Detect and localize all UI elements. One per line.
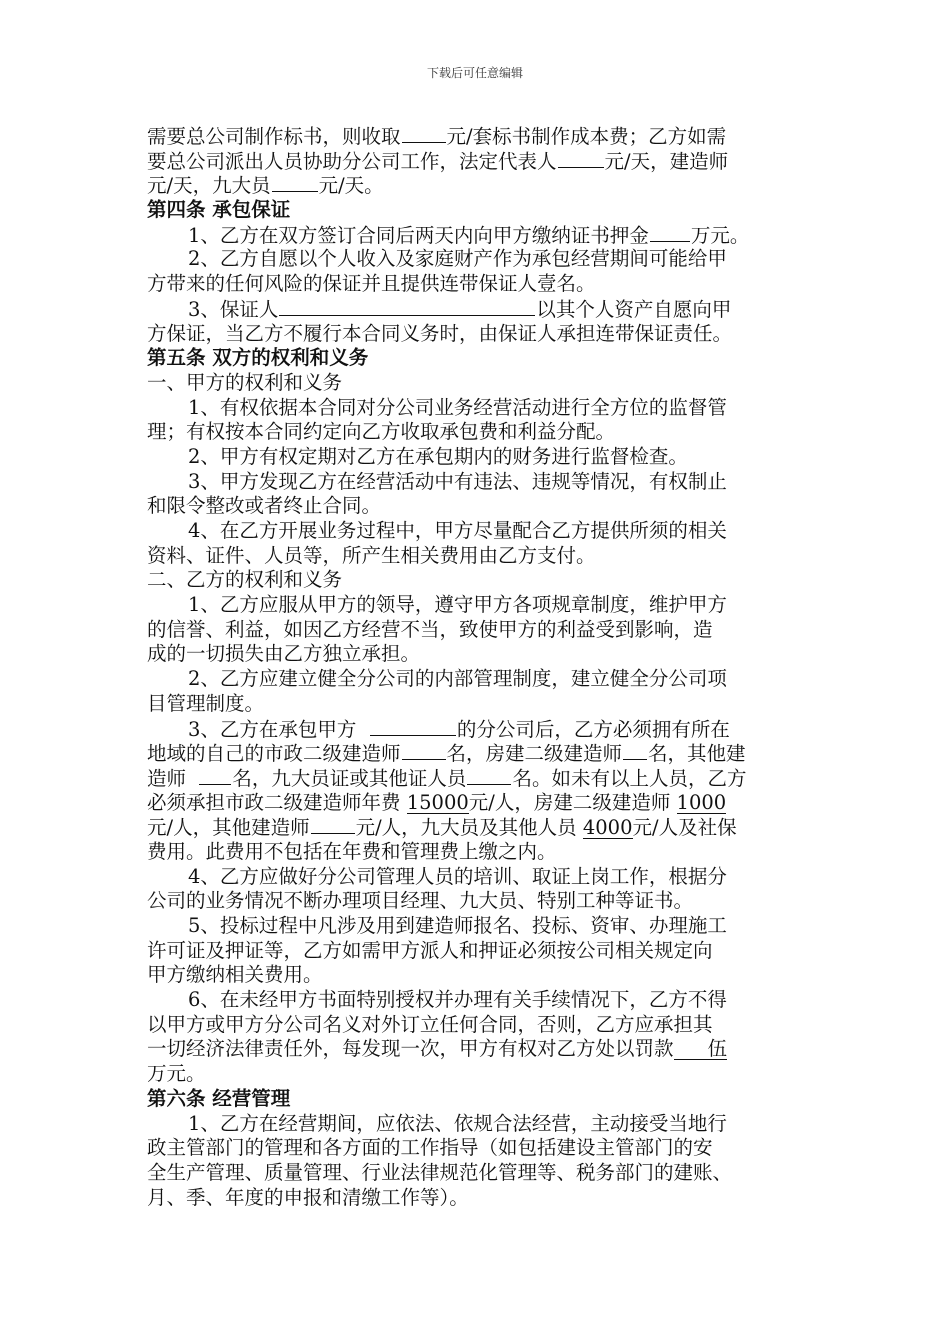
text-line: 必须承担市政二级建造师年费 15000元/人，房建二级建造师 1000 — [147, 790, 727, 814]
text-line: 以甲方或甲方分公司名义对外订立任何合同，否则，乙方应承担其 — [147, 1012, 713, 1036]
penalty-value: 伍 — [674, 1039, 728, 1060]
fee-value: 4000 — [582, 816, 633, 840]
page-header: 下载后可任意编辑 — [426, 66, 523, 80]
text-line: 全生产管理、质量管理、行业法律规范化管理等、税务部门的建账、 — [147, 1160, 733, 1184]
fill-blank — [558, 149, 604, 168]
text-line: 方保证，当乙方不履行本合同义务时，由保证人承担连带保证责任。 — [147, 321, 733, 345]
text-line: 资料、证件、人员等，所产生相关费用由乙方支付。 — [147, 543, 596, 567]
fee-value: 1000 — [676, 790, 727, 814]
fill-blank — [623, 741, 647, 760]
fill-blank — [467, 766, 511, 785]
text-line: 元/人，其他建造师 元/人，九大员及其他人员 4000元/人及社保 — [147, 816, 737, 840]
text-line: 费用。此费用不包括在年费和管理费上缴之内。 — [147, 839, 557, 863]
fill-blank — [199, 766, 231, 785]
section-heading-4: 第四条 承包保证 — [147, 198, 291, 222]
subsection-heading: 二、乙方的权利和义务 — [147, 568, 343, 592]
text-line: 地域的自己的市政二级建造师 名，房建二级建造师 名，其他建 — [147, 742, 746, 766]
guarantor-blank — [279, 297, 535, 316]
subsection-heading: 一、甲方的权利和义务 — [147, 370, 343, 394]
fill-blank — [311, 815, 355, 834]
text-line: 4、乙方应做好分公司管理人员的培训、取证上岗工作，根据分 — [188, 864, 727, 888]
text-line: 甲方缴纳相关费用。 — [147, 963, 323, 987]
fill-blank — [370, 717, 456, 736]
text-line: 2、甲方有权定期对乙方在承包期内的财务进行监督检查。 — [188, 444, 688, 468]
text-line: 1、乙方在经营期间，应依法、依规合法经营，主动接受当地行 — [188, 1111, 727, 1135]
document-body — [147, 124, 812, 1210]
text-line: 一切经济法律责任外，每发现一次，甲方有权对乙方处以罚款 伍 — [147, 1037, 728, 1061]
text-line: 1、乙方在双方签订合同后两天内向甲方缴纳证书押金 万元。 — [188, 223, 750, 247]
text-line: 造师 名，九大员证或其他证人员 名。如未有以上人员，乙方 — [147, 766, 747, 790]
fee-value: 15000 — [406, 790, 469, 814]
text-line: 万元。 — [147, 1062, 206, 1086]
text-line: 的信誉、利益，如因乙方经营不当，致使甲方的利益受到影响，造 — [147, 617, 713, 641]
section-heading-5: 第五条 双方的权利和义务 — [147, 346, 369, 370]
text-line: 1、有权依据本合同对分公司业务经营活动进行全方位的监督管 — [188, 395, 727, 419]
fill-blank — [272, 173, 318, 192]
text-line: 方带来的任何风险的保证并且提供连带保证人壹名。 — [147, 272, 596, 296]
text-line: 成的一切损失由乙方独立承担。 — [147, 642, 421, 666]
text-line: 1、乙方应服从甲方的领导，遵守甲方各项规章制度，维护甲方 — [188, 593, 727, 617]
text-line: 许可证及押证等，乙方如需甲方派人和押证必须按公司相关规定向 — [147, 938, 713, 962]
text-line: 元/天，九大员 元/天。 — [147, 174, 384, 198]
text-line: 需要总公司制作标书，则收取 元/套标书制作成本费；乙方如需 — [147, 125, 727, 148]
text-line: 公司的业务情况不断办理项目经理、九大员、特别工种等证书。 — [147, 889, 694, 913]
text-line: 要总公司派出人员协助分公司工作，法定代表人 元/天，建造师 — [147, 149, 729, 173]
text-line: 3、甲方发现乙方在经营活动中有违法、违规等情况，有权制止 — [188, 469, 727, 493]
text-line: 理；有权按本合同约定向乙方收取承包费和利益分配。 — [147, 420, 616, 444]
text-line: 3、保证人 以其个人资产自愿向甲 — [188, 297, 732, 321]
fill-blank — [402, 741, 446, 760]
text-line: 2、乙方自愿以个人收入及家庭财产作为承包经营期间可能给甲 — [188, 247, 727, 271]
text-line: 2、乙方应建立健全分公司的内部管理制度，建立健全分公司项 — [188, 667, 727, 691]
text-line: 3、乙方在承包甲方 的分公司后，乙方必须拥有所在 — [188, 717, 730, 741]
text-line: 目管理制度。 — [147, 691, 265, 715]
text-line: 5、投标过程中凡涉及用到建造师报名、投标、资审、办理施工 — [188, 914, 727, 937]
text-line: 6、在未经甲方书面特别授权并办理有关手续情况下，乙方不得 — [188, 988, 727, 1012]
fill-blank — [402, 124, 446, 143]
text-line: 和限令整改或者终止合同。 — [147, 494, 382, 518]
text-line: 月、季、年度的申报和清缴工作等）。 — [147, 1185, 469, 1209]
section-heading-6: 第六条 经营管理 — [147, 1086, 291, 1110]
fill-blank — [650, 223, 690, 242]
text-line: 政主管部门的管理和各方面的工作指导（如包括建设主管部门的安 — [147, 1136, 713, 1160]
text-line: 4、在乙方开展业务过程中，甲方尽量配合乙方提供所须的相关 — [188, 519, 727, 542]
